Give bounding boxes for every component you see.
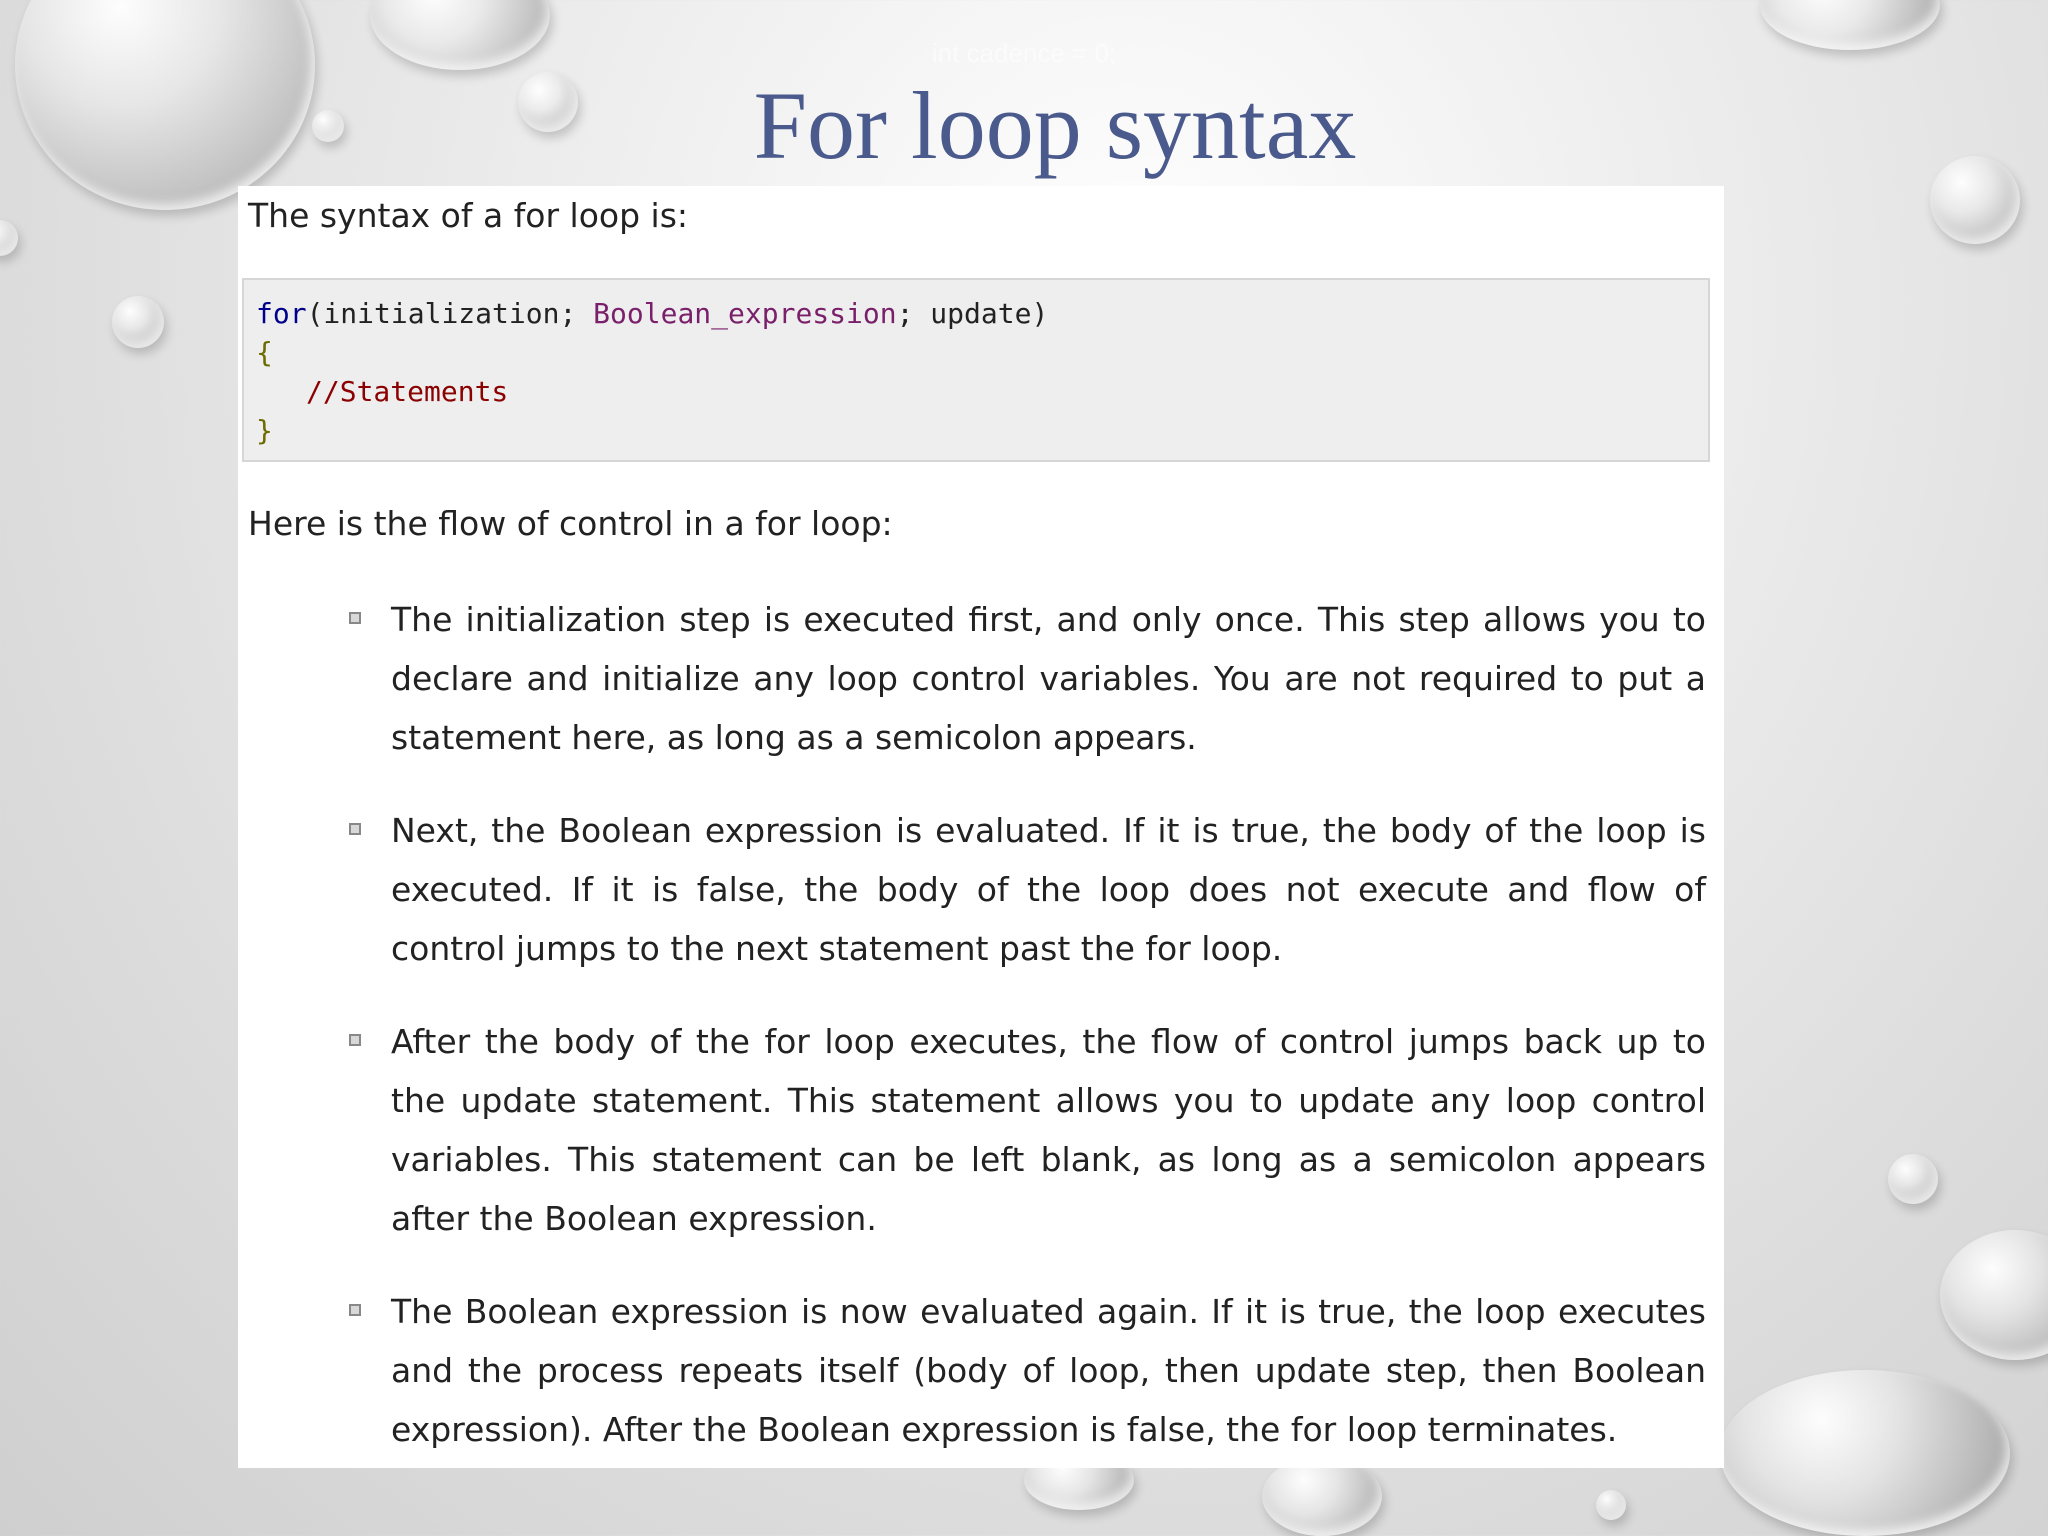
list-item-text: The initialization step is executed first, and only once. This step allows you to declare and initialize any loop control variables. You are not required to put a statement here, as long as a semicolon appears.: [391, 600, 1706, 757]
water-drop-decoration: [0, 220, 18, 256]
list-item: [238, 801, 1724, 978]
list-item: [238, 590, 1724, 767]
content-panel: [238, 186, 1724, 1468]
list-item-text: After the body of the for loop executes, the flow of control jumps back up to the update statement. This statement allows you to update any loop control variables. This statement can be left blank, as long as a semicolon appears after the Boolean expression.: [391, 1022, 1706, 1238]
flow-steps-list: [238, 590, 1724, 1493]
square-bullet-icon: [349, 612, 361, 624]
code-block: [242, 278, 1710, 462]
water-drop-decoration: [1888, 1154, 1938, 1204]
water-drop-decoration: [1596, 1490, 1626, 1520]
code-text: ; update): [896, 297, 1049, 330]
code-comment: //Statements: [306, 375, 509, 408]
code-keyword: for: [256, 297, 307, 330]
code-line-4: }: [256, 414, 273, 447]
code-line-1: [256, 294, 1696, 333]
list-item: [238, 1282, 1724, 1459]
water-drop-decoration: [1720, 1370, 2010, 1536]
list-item: [238, 1012, 1724, 1248]
square-bullet-icon: [349, 1304, 361, 1316]
list-item-text: The Boolean expression is now evaluated again. If it is true, the loop executes and the process repeats itself (body of loop, then update step, then Boolean expression). After the Boolean expression is false, the for loop terminates.: [391, 1292, 1706, 1449]
flow-heading: Here is the flow of control in a for loop:: [248, 504, 893, 543]
square-bullet-icon: [349, 1034, 361, 1046]
code-text: (initialization;: [306, 297, 594, 330]
syntax-intro-text: The syntax of a for loop is:: [248, 196, 689, 235]
code-type: Boolean_expression: [593, 297, 897, 330]
water-drop-decoration: [1940, 1230, 2048, 1360]
square-bullet-icon: [349, 823, 361, 835]
slide-title: For loop syntax: [753, 72, 1357, 179]
list-item-text: Next, the Boolean expression is evaluated. If it is true, the body of the loop is executed. If it is false, the body of the loop does not execute and flow of control jumps to the next statement past the for loop.: [391, 811, 1706, 968]
faint-header-text: int cadence = 0;: [931, 38, 1117, 68]
code-line-2: {: [256, 336, 273, 369]
water-drop-decoration: [112, 296, 164, 348]
code-line-3: [256, 372, 1696, 411]
